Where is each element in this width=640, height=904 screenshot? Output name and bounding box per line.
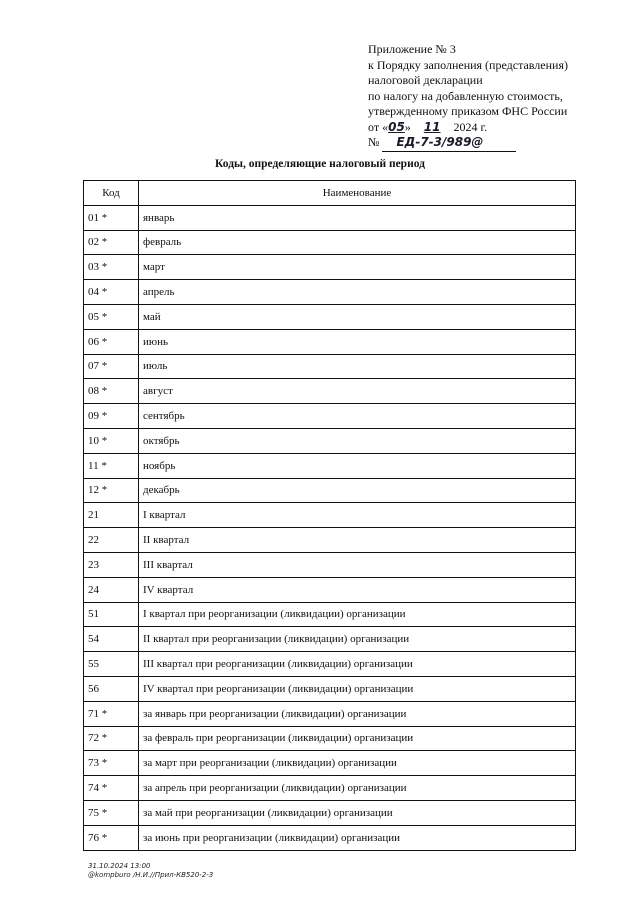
attachment-header <box>368 42 618 152</box>
order-date <box>368 120 618 136</box>
row-code: 03 * <box>84 255 139 280</box>
row-name: декабрь <box>139 478 576 503</box>
table-header-row <box>84 181 576 206</box>
table-row <box>84 602 576 627</box>
row-name: II квартал при реорганизации (ликвидации) организации <box>139 627 576 652</box>
row-code: 56 <box>84 676 139 701</box>
footer <box>88 862 213 880</box>
table-row <box>84 453 576 478</box>
row-code: 01 * <box>84 205 139 230</box>
attachment-line: к Порядку заполнения (представления) <box>368 57 568 72</box>
row-name: август <box>139 379 576 404</box>
row-code: 54 <box>84 627 139 652</box>
table-row <box>84 701 576 726</box>
row-name: за май при реорганизации (ликвидации) организации <box>139 800 576 825</box>
row-name: III квартал <box>139 552 576 577</box>
date-year: 2024 г. <box>453 119 488 134</box>
row-code: 04 * <box>84 280 139 305</box>
row-name: ноябрь <box>139 453 576 478</box>
row-name: I квартал <box>139 503 576 528</box>
row-name: за март при реорганизации (ликвидации) организации <box>139 751 576 776</box>
table-row <box>84 354 576 379</box>
row-code: 02 * <box>84 230 139 255</box>
table-row <box>84 478 576 503</box>
table-row <box>84 404 576 429</box>
table-row <box>84 825 576 850</box>
row-name: III квартал при реорганизации (ликвидации) организации <box>139 652 576 677</box>
row-name: апрель <box>139 280 576 305</box>
row-code: 55 <box>84 652 139 677</box>
row-code: 12 * <box>84 478 139 503</box>
row-name: март <box>139 255 576 280</box>
date-prefix: от « <box>368 119 389 134</box>
number-value: ЕД-7-3/989@ <box>382 135 516 152</box>
table-row <box>84 577 576 602</box>
row-code: 08 * <box>84 379 139 404</box>
table-row <box>84 552 576 577</box>
order-number <box>368 135 618 152</box>
row-code: 06 * <box>84 329 139 354</box>
date-day: 05 <box>388 119 405 134</box>
table-row <box>84 676 576 701</box>
row-code: 05 * <box>84 304 139 329</box>
header-code: Код <box>84 181 139 206</box>
row-name: февраль <box>139 230 576 255</box>
table-row <box>84 751 576 776</box>
footer-doc-ref: @kompburo /Н.И.//Прил-КВ520-2-3 <box>88 871 214 879</box>
row-code: 73 * <box>84 751 139 776</box>
row-code: 74 * <box>84 776 139 801</box>
row-code: 72 * <box>84 726 139 751</box>
table-row <box>84 280 576 305</box>
row-code: 07 * <box>84 354 139 379</box>
row-name: I квартал при реорганизации (ликвидации) организации <box>139 602 576 627</box>
table-row <box>84 800 576 825</box>
row-name: июль <box>139 354 576 379</box>
footer-timestamp: 31.10.2024 13:00 <box>88 862 151 870</box>
table-row <box>84 304 576 329</box>
row-name: за январь при реорганизации (ликвидации) организации <box>139 701 576 726</box>
number-prefix: № <box>368 135 380 149</box>
table-row <box>84 776 576 801</box>
row-code: 11 * <box>84 453 139 478</box>
table-row <box>84 503 576 528</box>
table-body <box>84 205 576 850</box>
row-name: сентябрь <box>139 404 576 429</box>
row-name: май <box>139 304 576 329</box>
row-code: 10 * <box>84 428 139 453</box>
row-name: январь <box>139 205 576 230</box>
row-code: 71 * <box>84 701 139 726</box>
row-name: IV квартал <box>139 577 576 602</box>
attachment-line: утвержденному приказом ФНС России <box>368 104 568 118</box>
row-code: 76 * <box>84 825 139 850</box>
date-mid: » <box>404 119 411 134</box>
row-code: 75 * <box>84 800 139 825</box>
header-name: Наименование <box>139 181 576 206</box>
date-month: 11 <box>423 119 441 134</box>
row-code: 51 <box>84 602 139 627</box>
table-row <box>84 652 576 677</box>
table-row <box>84 726 576 751</box>
row-name: IV квартал при реорганизации (ликвидации) организации <box>139 676 576 701</box>
attachment-line: по налогу на добавленную стоимость, <box>368 88 563 103</box>
row-code: 22 <box>84 528 139 553</box>
attachment-line: налоговой декларации <box>368 73 483 87</box>
table-row <box>84 230 576 255</box>
table-row <box>84 205 576 230</box>
table-row <box>84 255 576 280</box>
codes-table <box>83 180 576 851</box>
table-row <box>84 379 576 404</box>
row-code: 09 * <box>84 404 139 429</box>
row-code: 24 <box>84 577 139 602</box>
row-name: июнь <box>139 329 576 354</box>
row-name: октябрь <box>139 428 576 453</box>
attachment-title: Приложение № 3 <box>368 42 456 56</box>
table-row <box>84 528 576 553</box>
row-name: за июнь при реорганизации (ликвидации) организации <box>139 825 576 850</box>
row-code: 21 <box>84 503 139 528</box>
table-row <box>84 627 576 652</box>
row-name: II квартал <box>139 528 576 553</box>
table-row <box>84 329 576 354</box>
page-title: Коды, определяющие налоговый период <box>215 158 425 170</box>
row-name: за апрель при реорганизации (ликвидации) организации <box>139 776 576 801</box>
table-row <box>84 428 576 453</box>
row-name: за февраль при реорганизации (ликвидации) организации <box>139 726 576 751</box>
row-code: 23 <box>84 552 139 577</box>
